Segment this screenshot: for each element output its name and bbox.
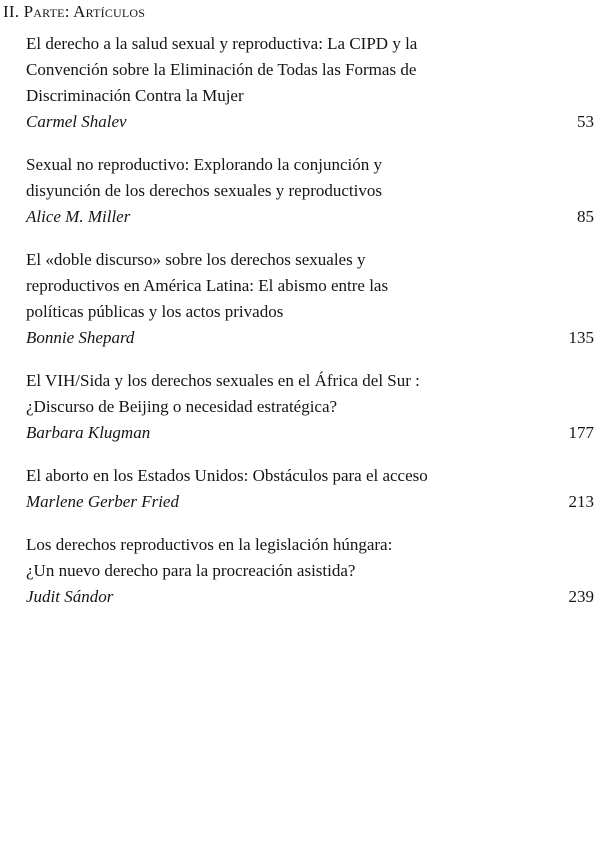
entry-title-line: ¿Un nuevo derecho para la procreación asistida? [26,561,356,580]
entry-title-line: disyunción de los derechos sexuales y reproductivos [26,181,382,200]
toc-entry [26,31,596,135]
entry-author: Carmel Shalev [26,112,127,131]
toc-entry [26,368,596,446]
entry-title-line: políticas públicas y los actos privados [26,302,284,321]
section-label: Parte: Artículos [23,2,146,21]
entry-author: Barbara Klugman [26,423,151,442]
entry-page-number: 177 [568,423,594,442]
entry-title-line: Discriminación Contra la Mujer [26,86,244,105]
toc-entry [26,463,596,515]
entry-author-row [26,204,596,230]
entry-page-number: 239 [568,587,594,606]
toc-entry [26,247,596,351]
entry-author: Judit Sándor [26,587,114,606]
table-of-contents [26,31,596,627]
entry-title-line: El «doble discurso» sobre los derechos sexuales y [26,250,366,269]
toc-entry [26,532,596,610]
entry-author-row [26,584,596,610]
toc-entry [26,152,596,230]
entry-page-number: 85 [577,207,594,226]
entry-title-line: ¿Discurso de Beijing o necesidad estratégica? [26,397,338,416]
section-number: II. [3,2,20,21]
entry-title-line: El VIH/Sida y los derechos sexuales en el África del Sur : [26,371,420,390]
entry-page-number: 213 [568,492,594,511]
entry-title-line: Convención sobre la Eliminación de Todas las Formas de [26,60,417,79]
entry-title-line: reproductivos en América Latina: El abismo entre las [26,276,389,295]
entry-title-line: Sexual no reproductivo: Explorando la conjunción y [26,155,382,174]
entry-author: Bonnie Shepard [26,328,135,347]
entry-author-row [26,325,596,351]
entry-page-number: 53 [577,112,594,131]
entry-author-row [26,420,596,446]
entry-title-line: El aborto en los Estados Unidos: Obstáculos para el acceso [26,466,428,485]
entry-author: Alice M. Miller [26,207,131,226]
entry-author-row [26,109,596,135]
entry-author-row [26,489,596,515]
entry-author: Marlene Gerber Fried [26,492,179,511]
section-heading [3,2,145,22]
entry-page-number: 135 [568,328,594,347]
entry-title-line: El derecho a la salud sexual y reproductiva: La CIPD y la [26,34,418,53]
entry-title-line: Los derechos reproductivos en la legislación húngara: [26,535,393,554]
